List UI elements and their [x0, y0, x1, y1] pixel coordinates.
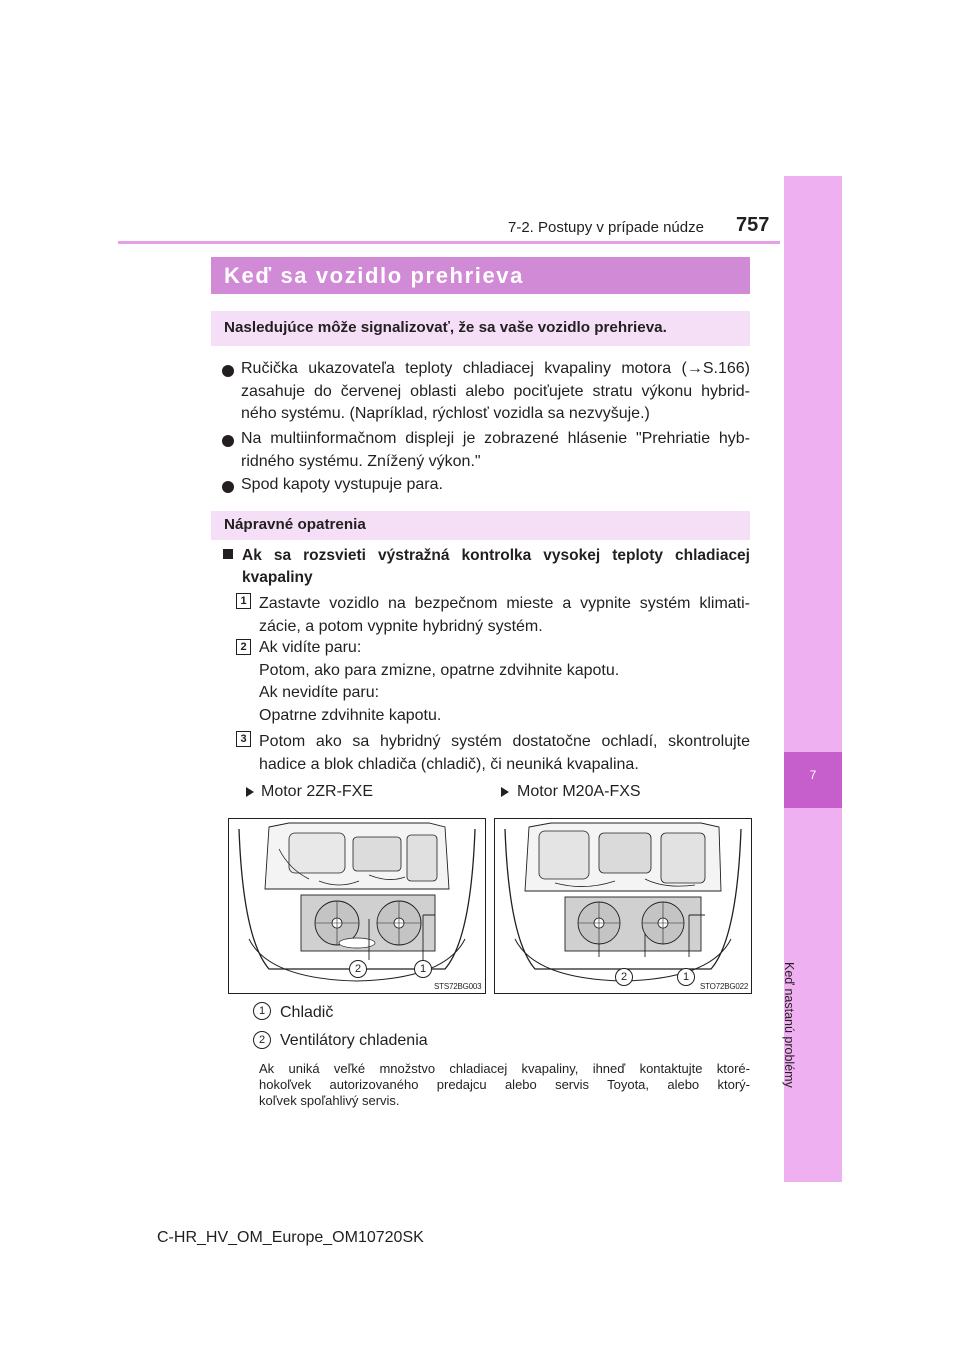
bullet-line: Spod kapoty vystupuje para. — [241, 476, 443, 493]
bullet-line: Na multiinformačnom displeji je zobrazené hlásenie "Prehriatie hyb- — [241, 430, 750, 447]
legend-number-1: 1 — [253, 1002, 271, 1020]
bullet-dot — [222, 435, 234, 447]
callout-1: 1 — [677, 968, 695, 986]
engine-figure-2zr — [228, 818, 486, 994]
step-number-badge: 3 — [236, 731, 251, 747]
bullet-item — [241, 428, 750, 473]
page-title: Keď sa vozidlo prehrieva — [224, 263, 524, 288]
subheading-line: kvapaliny — [242, 569, 313, 586]
step-line: zácie, a potom vypnite hybridný systém. — [259, 617, 543, 635]
header-rule — [118, 241, 780, 244]
note-line: hokoľvek autorizovaného predajcu alebo servis Toyota, alebo ktorý- — [259, 1077, 750, 1093]
remedy-subheading — [242, 545, 750, 589]
callout-2: 2 — [615, 968, 633, 986]
figure-code: STO72BG022 — [700, 982, 749, 991]
note-text — [259, 1061, 750, 1110]
footer-doc-id: C-HR_HV_OM_Europe_OM10720SK — [157, 1229, 424, 1246]
square-bullet-icon — [223, 549, 233, 559]
bullet-item — [241, 358, 750, 426]
triangle-bullet-icon — [246, 787, 254, 797]
bullet-dot — [222, 481, 234, 493]
step-text — [259, 731, 750, 776]
step-text — [259, 637, 750, 727]
legend-number-2: 2 — [253, 1031, 271, 1049]
note-line: Ak uniká veľké množstvo chladiacej kvapaliny, ihneď kontaktujte ktoré- — [259, 1061, 750, 1076]
step-line: Potom, ako para zmizne, opatrne zdvihnite kapotu. — [259, 661, 620, 679]
figure-code: STS72BG003 — [434, 982, 482, 991]
note-line: koľvek spoľahlivý servis. — [259, 1093, 400, 1109]
step-line: Ak vidíte paru: — [259, 639, 362, 656]
bullet-dot — [222, 365, 234, 377]
engine-figure-m20a — [494, 818, 752, 994]
callout-1: 1 — [414, 960, 432, 978]
chapter-title: Keď nastanú problémy — [782, 962, 796, 1088]
step-text — [259, 593, 750, 638]
figure-label-2zr: Motor 2ZR-FXE — [261, 783, 374, 800]
remedy-heading: Nápravné opatrenia — [224, 516, 366, 533]
subheading-line: Ak sa rozsvieti výstražná kontrolka vysokej teploty chladiacej — [242, 547, 750, 564]
section-title: 7-2. Postupy v prípade núdze — [508, 219, 704, 236]
legend-text-1: Chladič — [280, 1004, 334, 1021]
figure-label-m20a: Motor M20A-FXS — [517, 783, 641, 800]
step-number-badge: 2 — [236, 639, 251, 655]
legend-text-2: Ventilátory chladenia — [280, 1032, 428, 1049]
intro-text: Nasledujúce môže signalizovať, že sa vaše vozidlo prehrieva. — [224, 319, 667, 336]
step-line: Ak nevidíte paru: — [259, 684, 380, 701]
step-line: hadice a blok chladiča (chladič), či neuniká kvapalina. — [259, 755, 639, 773]
callout-2: 2 — [349, 960, 367, 978]
bullet-line: Ručička ukazovateľa teploty chladiacej kvapaliny motora (→S.166) — [241, 360, 750, 377]
bullet-line: ridného systému. Znížený výkon." — [241, 452, 481, 470]
bullet-line: ného systému. (Napríklad, rýchlosť vozidla sa nezvyšuje.) — [241, 405, 650, 422]
step-line: Potom ako sa hybridný systém dostatočne ochladí, skontrolujte — [259, 733, 750, 750]
triangle-bullet-icon — [501, 787, 509, 797]
chapter-number: 7 — [809, 768, 817, 782]
bullet-line: zasahuje do červenej oblasti alebo pociťujete stratu výkonu hybrid- — [241, 382, 750, 400]
page-number: 757 — [736, 214, 770, 236]
engine-bay-illustration — [495, 819, 751, 993]
step-line: Zastavte vozidlo na bezpečnom mieste a vypnite systém klimati- — [259, 595, 750, 612]
step-number-badge: 1 — [236, 593, 251, 609]
bullet-item — [241, 474, 750, 497]
step-line: Opatrne zdvihnite kapotu. — [259, 706, 442, 724]
